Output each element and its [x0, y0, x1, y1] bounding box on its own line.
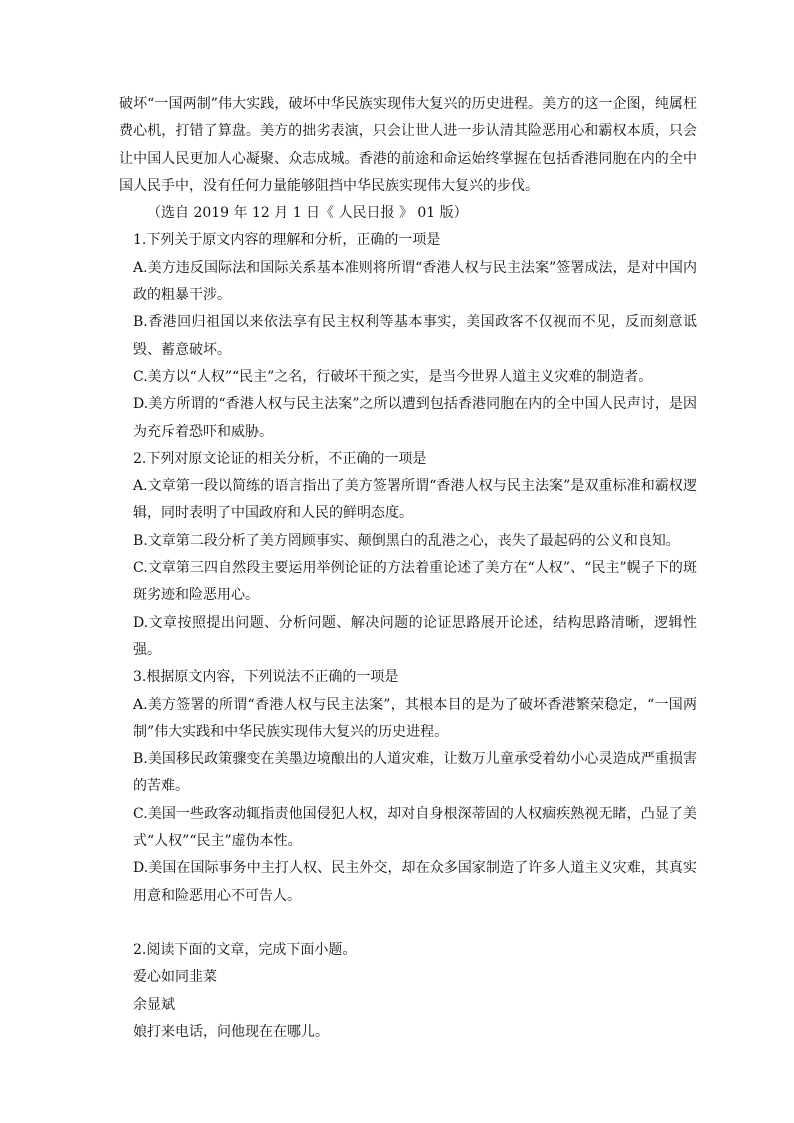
question-1-stem: 1.下列关于原文内容的理解和分析，正确的一项是	[133, 232, 441, 249]
question-3-stem: 3.根据原文内容，下列说法不正确的一项是	[133, 669, 399, 686]
question-2-stem: 2.下列对原文论证的相关分析，不正确的一项是	[133, 450, 427, 467]
question-1-option-c: C.美方以“人权”“民主”之名，行破坏干预之实，是当今世界人道主义灾难的制造者。	[133, 368, 653, 385]
question-1-option-d: D.美方所谓的“香港人权与民主法案”之所以遭到包括香港同胞在内的全中国人民声讨，是因为充斥着恐吓和威胁。	[133, 396, 697, 440]
article-title: 爱心如同韭菜	[133, 969, 217, 986]
intro-paragraph: 破坏“一国两制”伟大实践，破坏中华民族实现伟大复兴的历史进程。美方的这一企图，纯属枉费心机，打错了算盘。美方的拙劣表演，只会让世人进一步认清其险恶用心和霸权本质，只会让中国人民更加人心凝聚、众志成城。香港的前途和命运始终掌握在包括香港同胞在内的全中国人民手中，没有任何力量能够阻挡中华民族实现伟大复兴的步伐。	[119, 96, 697, 194]
question-2-option-d: D.文章按照提出问题、分析问题、解决问题的论证思路展开论述，结构思路清晰，逻辑性强。	[133, 614, 697, 658]
question-3-option-a: A.美方签署的所谓“香港人权与民主法案”，其根本目的是为了破坏香港繁荣稳定，“一国两制”伟大实践和中华民族实现伟大复兴的历史进程。	[133, 696, 697, 740]
question-1-option-a: A.美方违反国际法和国际关系基本准则将所谓“香港人权与民主法案”签署成法，是对中国内政的粗暴干涉。	[133, 259, 697, 304]
question-2-option-b: B.文章第二段分析了美方罔顾事实、颠倒黑白的乱港之心，丧失了最起码的公义和良知。	[133, 532, 680, 549]
document-content	[119, 91, 697, 1046]
source-citation: （选自 2019 年 12 月 1 日《 人民日报 》 01 版）	[147, 205, 468, 222]
section-2-instruction: 2.阅读下面的文章，完成下面小题。	[133, 941, 357, 958]
question-2-option-c: C.文章第三四自然段主要运用举例论证的方法着重论述了美方在“人权”、“民主”幌子下的斑斑劣迹和险恶用心。	[133, 560, 697, 604]
article-first-line: 娘打来电话，问他现在在哪儿。	[133, 1023, 329, 1040]
question-3-option-c: C.美国一些政客动辄指责他国侵犯人权，却对自身根深蒂固的人权痼疾熟视无睹，凸显了美式“人权”“民主”虚伪本性。	[133, 805, 697, 850]
question-2-option-a: A.文章第一段以简练的语言指出了美方签署所谓“香港人权与民主法案”是双重标准和霸权逻辑，同时表明了中国政府和人民的鲜明态度。	[133, 478, 697, 522]
question-3-option-d: D.美国在国际事务中主打人权、民主外交，却在众多国家制造了许多人道主义灾难，其真实用意和险恶用心不可告人。	[133, 860, 697, 904]
question-3-option-b: B.美国移民政策骤变在美墨边境酿出的人道灾难，让数万儿童承受着幼小心灵造成严重损害的苦难。	[133, 751, 697, 795]
section-gap	[119, 910, 697, 937]
question-1-option-b: B.香港回归祖国以来依法享有民主权利等基本事实，美国政客不仅视而不见，反而刻意诋毁、蓄意破坏。	[133, 314, 697, 358]
article-author: 余显斌	[133, 996, 175, 1013]
